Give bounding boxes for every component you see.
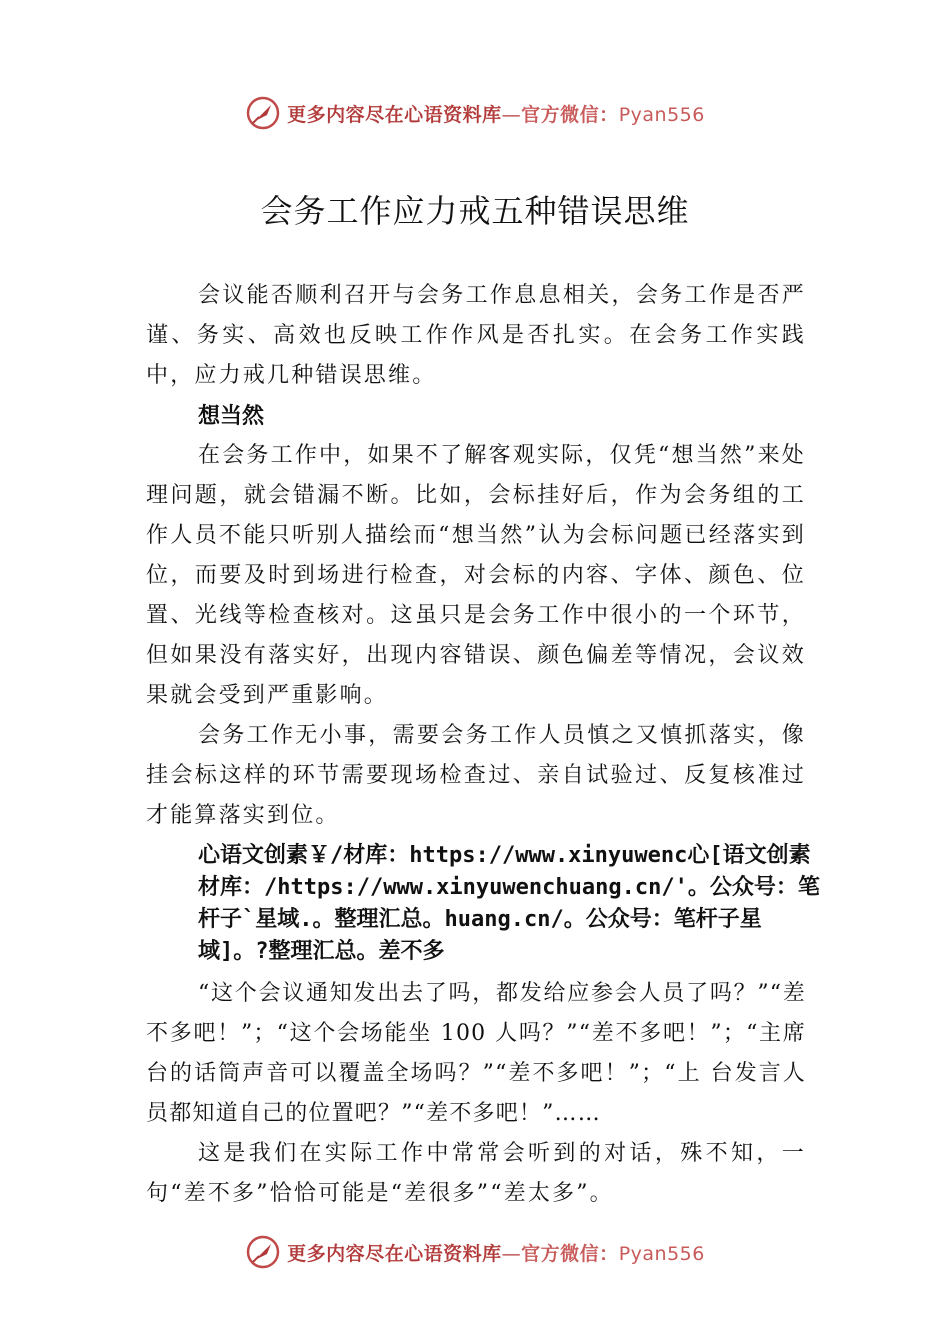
banner-wechat-label: 官方微信： bbox=[521, 1242, 619, 1265]
banner-text bbox=[287, 1239, 705, 1266]
banner-dash: — bbox=[501, 1242, 522, 1265]
section2-paragraph-2: 这是我们在实际工作中常常会听到的对话，殊不知，一句“差不多”恰恰可能是“差很多”“差太多”。 bbox=[146, 1141, 806, 1206]
banner-wechat-label: 官方微信： bbox=[521, 103, 619, 126]
banner-text bbox=[287, 100, 705, 127]
quill-logo-icon bbox=[245, 95, 281, 131]
quill-logo-icon bbox=[245, 1234, 281, 1270]
document-title: 会务工作应力戒五种错误思维 bbox=[260, 192, 690, 230]
banner-slogan: 更多内容尽在心语资料库 bbox=[287, 103, 502, 126]
header-banner bbox=[0, 93, 950, 133]
footer-banner bbox=[0, 1232, 950, 1272]
section1-paragraph-1: 在会务工作中，如果不了解客观实际，仅凭“想当然”来处理问题，就会错漏不断。比如，会标挂好后，作为会务组的工作人员不能只听别人描绘而“想当然”认为会标问题已经落实到位，而要及时到场进行检查，对会标的内容、字体、颜色、位置、光线等检查核对。这虽只是会务工作中很小的一个环节，但如果没有落实好，出现内容错误、颜色偏差等情况，会议效果就会受到严重影响。 bbox=[146, 443, 806, 708]
section2-paragraph-1: “这个会议通知发出去了吗，都发给应参会人员了吗？”“差不多吧！”；“这个会场能坐 100 人吗？”“差不多吧！”；“主席台的话筒声音可以覆盖全场吗？”“差不多吧！”；“上 台发言人员都知道自己的位置吧？”“差不多吧！”…… bbox=[146, 981, 806, 1126]
section-heading: 想当然 bbox=[198, 403, 265, 429]
intro-paragraph: 会议能否顺利召开与会务工作息息相关，会务工作是否严谨、务实、高效也反映工作作风是否扎实。在会务工作实践中，应力戒几种错误思维。 bbox=[146, 283, 806, 388]
banner-dash: — bbox=[501, 103, 522, 126]
banner-wechat-handle: Pyan556 bbox=[618, 1242, 705, 1265]
banner-slogan: 更多内容尽在心语资料库 bbox=[287, 1242, 502, 1265]
banner-wechat-handle: Pyan556 bbox=[618, 103, 705, 126]
watermark-note: 心语文创素￥/材库：https://www.xinyuwenc心[语文创素材库：/https://www.xinyuwenchuang.cn/'。公众号：笔杆子`星域.。整理汇总。huang.cn/。公众号：笔杆子星域]。?整理汇总。差不多 bbox=[198, 843, 820, 964]
section1-paragraph-2: 会务工作无小事，需要会务工作人员慎之又慎抓落实，像挂会标这样的环节需要现场检查过、亲自试验过、反复核准过才能算落实到位。 bbox=[146, 723, 806, 828]
document-body bbox=[146, 276, 820, 1214]
